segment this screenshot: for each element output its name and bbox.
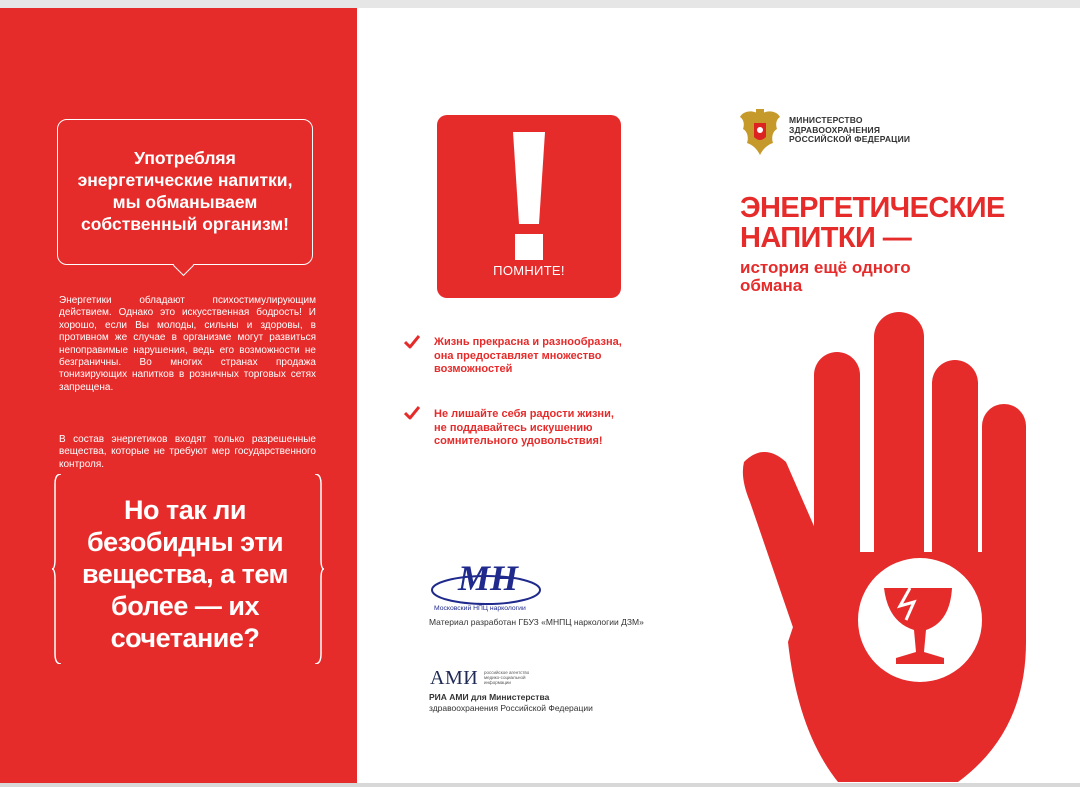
coat-of-arms-icon	[737, 107, 783, 157]
ami-logo: АМИ	[430, 667, 479, 689]
remember-label: ПОМНИТЕ!	[493, 263, 565, 278]
page-title: ЭНЕРГЕТИЧЕСКИЕ НАПИТКИ —	[740, 192, 1005, 254]
stop-hand-icon	[738, 312, 1030, 782]
npc-logo-text: Московский НПЦ наркологии	[434, 605, 526, 612]
right-brace	[314, 474, 324, 664]
npc-logo	[428, 548, 543, 612]
exclamation-icon	[509, 132, 549, 260]
developed-by: Материал разработан ГБУЗ «МНПЦ наркологии ДЗМ»	[429, 617, 644, 627]
paragraph-2: В состав энергетиков входят только разрешенные вещества, которые не требуют мер государственного контроля.	[59, 434, 316, 470]
page-subtitle: история ещё одного обмана	[740, 258, 911, 295]
bubble-text: Употребляя энергетические напитки, мы обманываем собственный организм!	[77, 148, 293, 234]
npc-logo-letters: МН	[458, 558, 519, 598]
question-text: Но так ли безобидны эти вещества, а тем более — их сочетание?	[81, 495, 289, 653]
remember-box	[437, 115, 621, 298]
ministry-name: МИНИСТЕРСТВО ЗДРАВООХРАНЕНИЯ РОССИЙСКОЙ ФЕДЕРАЦИИ	[789, 115, 911, 144]
paragraph-1: Энергетики обладают психостимулирующим действием. Однако это искусственная бодрость! И хорошо, если Вы молоды, сильны и здоровы, в противном же случае в организме могут развиться непоправимые нарушения, ведь его возможности не безграничны. Во многих странах продажа тонизирующих напитков в розничных торговых сетях запрещена.	[59, 295, 316, 393]
bullet-2: Не лишайте себя радости жизни, не поддавайтесь искушению сомнительного удовольствия!	[434, 408, 614, 447]
bottom-bar	[0, 783, 1080, 787]
ami-logo-sub: российское агентство медико-социальной информации	[484, 670, 530, 685]
bullet-1: Жизнь прекрасна и разнообразна, она предоставляет множество возможностей	[434, 336, 622, 375]
ami-caption: РИА АМИ для Министерства здравоохранения Российской Федерации	[429, 692, 593, 713]
check-icon	[404, 406, 420, 420]
check-icon	[404, 335, 420, 349]
left-brace	[52, 474, 62, 664]
